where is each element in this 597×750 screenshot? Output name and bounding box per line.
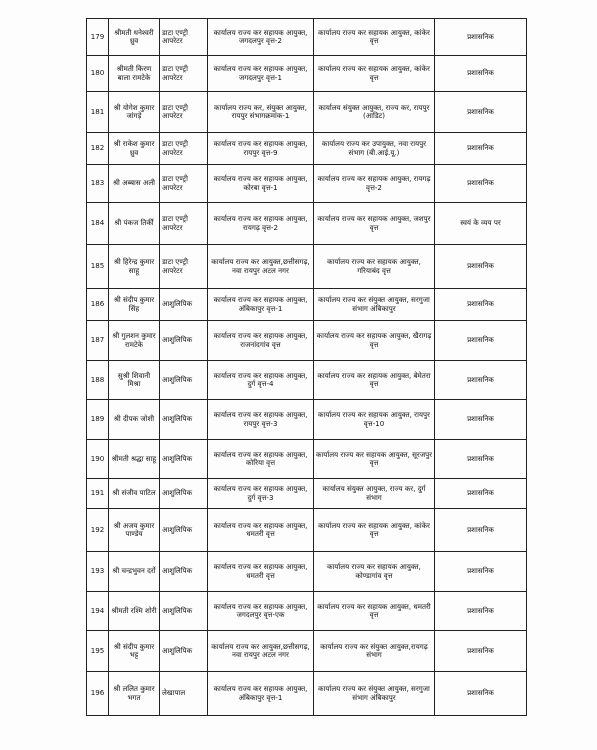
from-office-cell: कार्यालय राज्य कर सहायक आयुक्त, धमतरी वृत्त xyxy=(208,552,314,592)
transfer-table-body xyxy=(87,19,527,716)
table-row xyxy=(87,56,527,92)
reason-cell: प्रशासनिक xyxy=(435,19,527,56)
serial-number-cell: 194 xyxy=(87,592,109,631)
employee-name-cell: श्री ललित कुमार भगत xyxy=(109,672,160,716)
designation-cell: डाटा एण्ट्री आपरेटर xyxy=(160,245,208,289)
reason-cell: प्रशासनिक xyxy=(435,509,527,552)
serial-number-cell: 196 xyxy=(87,672,109,716)
employee-name-cell: श्री हिरेन्द्र कुमार साहू xyxy=(109,245,160,289)
designation-cell: आशुलिपिक xyxy=(160,361,208,400)
employee-name-cell: श्री दीपक जोशी xyxy=(109,400,160,440)
table-row xyxy=(87,592,527,631)
to-office-cell: कार्यालय राज्य कर संयुक्त आयुक्त, सरगुजा संभाग अंबिकापुर xyxy=(314,289,435,321)
employee-name-cell: श्री संजीव पाटिल xyxy=(109,479,160,509)
to-office-cell: कार्यालय संयुक्त आयुक्त, राज्य कर, रायपुर (आडिट) xyxy=(314,92,435,133)
from-office-cell: कार्यालय राज्य कर सहायक आयुक्त, दुर्ग वृत्त-3 xyxy=(208,479,314,509)
table-row xyxy=(87,479,527,509)
employee-name-cell: श्री पंकज तिर्की xyxy=(109,203,160,245)
designation-cell: आशुलिपिक xyxy=(160,321,208,361)
serial-number-cell: 184 xyxy=(87,203,109,245)
serial-number-cell: 185 xyxy=(87,245,109,289)
table-row xyxy=(87,509,527,552)
table-row xyxy=(87,552,527,592)
reason-cell: प्रशासनिक xyxy=(435,592,527,631)
reason-cell: प्रशासनिक xyxy=(435,361,527,400)
serial-number-cell: 186 xyxy=(87,289,109,321)
designation-cell: आशुलिपिक xyxy=(160,592,208,631)
employee-name-cell: श्री अब्बास अली xyxy=(109,165,160,203)
reason-cell: प्रशासनिक xyxy=(435,289,527,321)
designation-cell: आशुलिपिक xyxy=(160,552,208,592)
serial-number-cell: 192 xyxy=(87,509,109,552)
designation-cell: लेखापाल xyxy=(160,672,208,716)
to-office-cell: कार्यालय संयुक्त आयुक्त, राज्य कर, दुर्ग संभाग xyxy=(314,479,435,509)
designation-cell: आशुलिपिक xyxy=(160,631,208,672)
transfer-table xyxy=(86,18,527,716)
serial-number-cell: 195 xyxy=(87,631,109,672)
reason-cell: प्रशासनिक xyxy=(435,133,527,165)
to-office-cell: कार्यालय राज्य कर सहायक आयुक्त, खैरागढ़ वृत्त xyxy=(314,321,435,361)
employee-name-cell: श्रीमती धनेश्वरी ध्रुव xyxy=(109,19,160,56)
table-row xyxy=(87,672,527,716)
table-row xyxy=(87,133,527,165)
to-office-cell: कार्यालय राज्य कर सहायक आयुक्त, जशपुर वृत्त xyxy=(314,203,435,245)
employee-name-cell: श्रीमती किरण बाला रामटेके xyxy=(109,56,160,92)
designation-cell: डाटा एण्ट्री आपरेटर xyxy=(160,203,208,245)
table-row xyxy=(87,321,527,361)
to-office-cell: कार्यालय राज्य कर सहायक आयुक्त, गरियाबंद वृत्त xyxy=(314,245,435,289)
to-office-cell: कार्यालय राज्य कर सहायक आयुक्त, बेमेतरा वृत्त xyxy=(314,361,435,400)
from-office-cell: कार्यालय राज्य कर सहायक आयुक्त, दुर्ग वृत्त-4 xyxy=(208,361,314,400)
designation-cell: आशुलिपिक xyxy=(160,479,208,509)
to-office-cell: कार्यालय राज्य कर उपायुक्त, नवा रायपुर संभाग (बी.आई.यू.) xyxy=(314,133,435,165)
to-office-cell: कार्यालय राज्य कर सहायक आयुक्त, कोण्डागांव वृत्त xyxy=(314,552,435,592)
serial-number-cell: 190 xyxy=(87,440,109,479)
from-office-cell: कार्यालय राज्य कर सहायक आयुक्त, रायपुर वृत्त-3 xyxy=(208,400,314,440)
serial-number-cell: 182 xyxy=(87,133,109,165)
from-office-cell: कार्यालय राज्य कर आयुक्त,छत्तीसगढ़, नवा रायपुर अटल नगर xyxy=(208,245,314,289)
reason-cell: प्रशासनिक xyxy=(435,672,527,716)
reason-cell: प्रशासनिक xyxy=(435,479,527,509)
to-office-cell: कार्यालय राज्य कर संयुक्त आयुक्त, सरगुजा संभाग अंबिकापुर xyxy=(314,672,435,716)
serial-number-cell: 187 xyxy=(87,321,109,361)
from-office-cell: कार्यालय राज्य कर सहायक आयुक्त, रायगढ़ वृत्त-2 xyxy=(208,203,314,245)
serial-number-cell: 193 xyxy=(87,552,109,592)
from-office-cell: कार्यालय राज्य कर सहायक आयुक्त, रायपुर वृत्त-9 xyxy=(208,133,314,165)
to-office-cell: कार्यालय राज्य कर सहायक आयुक्त, धमतरी वृत्त xyxy=(314,592,435,631)
table-row xyxy=(87,631,527,672)
from-office-cell: कार्यालय राज्य कर सहायक आयुक्त, अंबिकापुर वृत्त-1 xyxy=(208,672,314,716)
from-office-cell: कार्यालय राज्य कर सहायक आयुक्त, जगदलपुर वृत्त-1 xyxy=(208,56,314,92)
from-office-cell: कार्यालय राज्य कर सहायक आयुक्त, कोरबा वृत्त-1 xyxy=(208,165,314,203)
from-office-cell: कार्यालय राज्य कर सहायक आयुक्त, कोरिया वृत्त xyxy=(208,440,314,479)
to-office-cell: कार्यालय राज्य कर सहायक आयुक्त, रायगढ़ वृत्त-2 xyxy=(314,165,435,203)
from-office-cell: कार्यालय राज्य कर सहायक आयुक्त, धमतरी वृत्त xyxy=(208,509,314,552)
designation-cell: आशुलिपिक xyxy=(160,440,208,479)
employee-name-cell: सुश्री शिवानी मिश्रा xyxy=(109,361,160,400)
employee-name-cell: श्री गुलशन कुमार रामटेके xyxy=(109,321,160,361)
table-row xyxy=(87,203,527,245)
employee-name-cell: श्री चन्द्रभुवन दर्रो xyxy=(109,552,160,592)
to-office-cell: कार्यालय राज्य कर सहायक आयुक्त, कांकेर वृत्त xyxy=(314,56,435,92)
designation-cell: डाटा एण्ट्री आपरेटर xyxy=(160,56,208,92)
table-row xyxy=(87,245,527,289)
table-row xyxy=(87,440,527,479)
reason-cell: प्रशासनिक xyxy=(435,92,527,133)
designation-cell: डाटा एण्ट्री आपरेटर xyxy=(160,19,208,56)
serial-number-cell: 188 xyxy=(87,361,109,400)
serial-number-cell: 180 xyxy=(87,56,109,92)
to-office-cell: कार्यालय राज्य कर सहायक आयुक्त, कांकेर वृत्त xyxy=(314,19,435,56)
reason-cell: प्रशासनिक xyxy=(435,400,527,440)
employee-name-cell: श्रीमती श्रद्धा साहू xyxy=(109,440,160,479)
to-office-cell: कार्यालय राज्य कर संयुक्त आयुक्त,रायगढ़ संभाग xyxy=(314,631,435,672)
reason-cell: प्रशासनिक xyxy=(435,165,527,203)
to-office-cell: कार्यालय राज्य कर सहायक आयुक्त, रायपुर वृत्त-10 xyxy=(314,400,435,440)
reason-cell: प्रशासनिक xyxy=(435,552,527,592)
employee-name-cell: श्री संदीप कुमार सिंह xyxy=(109,289,160,321)
table-row xyxy=(87,289,527,321)
designation-cell: डाटा एण्ट्री आपरेटर xyxy=(160,133,208,165)
employee-name-cell: श्री योगेश कुमार जांगड़े xyxy=(109,92,160,133)
reason-cell: प्रशासनिक xyxy=(435,631,527,672)
table-row xyxy=(87,400,527,440)
to-office-cell: कार्यालय राज्य कर सहायक आयुक्त, कांकेर वृत्त xyxy=(314,509,435,552)
from-office-cell: कार्यालय राज्य कर सहायक आयुक्त, अंबिकापुर वृत्त-1 xyxy=(208,289,314,321)
reason-cell: प्रशासनिक xyxy=(435,245,527,289)
serial-number-cell: 183 xyxy=(87,165,109,203)
designation-cell: आशुलिपिक xyxy=(160,509,208,552)
table-row xyxy=(87,92,527,133)
reason-cell: प्रशासनिक xyxy=(435,440,527,479)
table-row xyxy=(87,165,527,203)
from-office-cell: कार्यालय राज्य कर आयुक्त,छत्तीसगढ़, नवा रायपुर अटल नगर xyxy=(208,631,314,672)
from-office-cell: कार्यालय राज्य कर सहायक आयुक्त, जगदलपुर वृत्त-एक xyxy=(208,592,314,631)
serial-number-cell: 189 xyxy=(87,400,109,440)
from-office-cell: कार्यालय राज्य कर सहायक आयुक्त, राजनांदगांव वृत्त xyxy=(208,321,314,361)
designation-cell: आशुलिपिक xyxy=(160,289,208,321)
serial-number-cell: 191 xyxy=(87,479,109,509)
employee-name-cell: श्री राकेश कुमार ध्रुव xyxy=(109,133,160,165)
to-office-cell: कार्यालय राज्य कर सहायक आयुक्त, सूरजपुर वृत्त xyxy=(314,440,435,479)
designation-cell: डाटा एण्ट्री आपरेटर xyxy=(160,92,208,133)
from-office-cell: कार्यालय राज्य कर सहायक आयुक्त, जगदलपुर वृत्त-2 xyxy=(208,19,314,56)
serial-number-cell: 179 xyxy=(87,19,109,56)
table-row xyxy=(87,361,527,400)
reason-cell: प्रशासनिक xyxy=(435,321,527,361)
employee-name-cell: श्री संदीप कुमार भट्ट xyxy=(109,631,160,672)
employee-name-cell: श्री अजय कुमार पाण्डेय xyxy=(109,509,160,552)
from-office-cell: कार्यालय राज्य कर, संयुक्त आयुक्त, रायपुर संभागक्रमांक-1 xyxy=(208,92,314,133)
designation-cell: आशुलिपिक xyxy=(160,400,208,440)
reason-cell: प्रशासनिक xyxy=(435,56,527,92)
employee-name-cell: श्रीमती रश्मि शोरी xyxy=(109,592,160,631)
reason-cell: स्वयं के व्यय पर xyxy=(435,203,527,245)
serial-number-cell: 181 xyxy=(87,92,109,133)
designation-cell: डाटा एण्ट्री आपरेटर xyxy=(160,165,208,203)
table-row xyxy=(87,19,527,56)
